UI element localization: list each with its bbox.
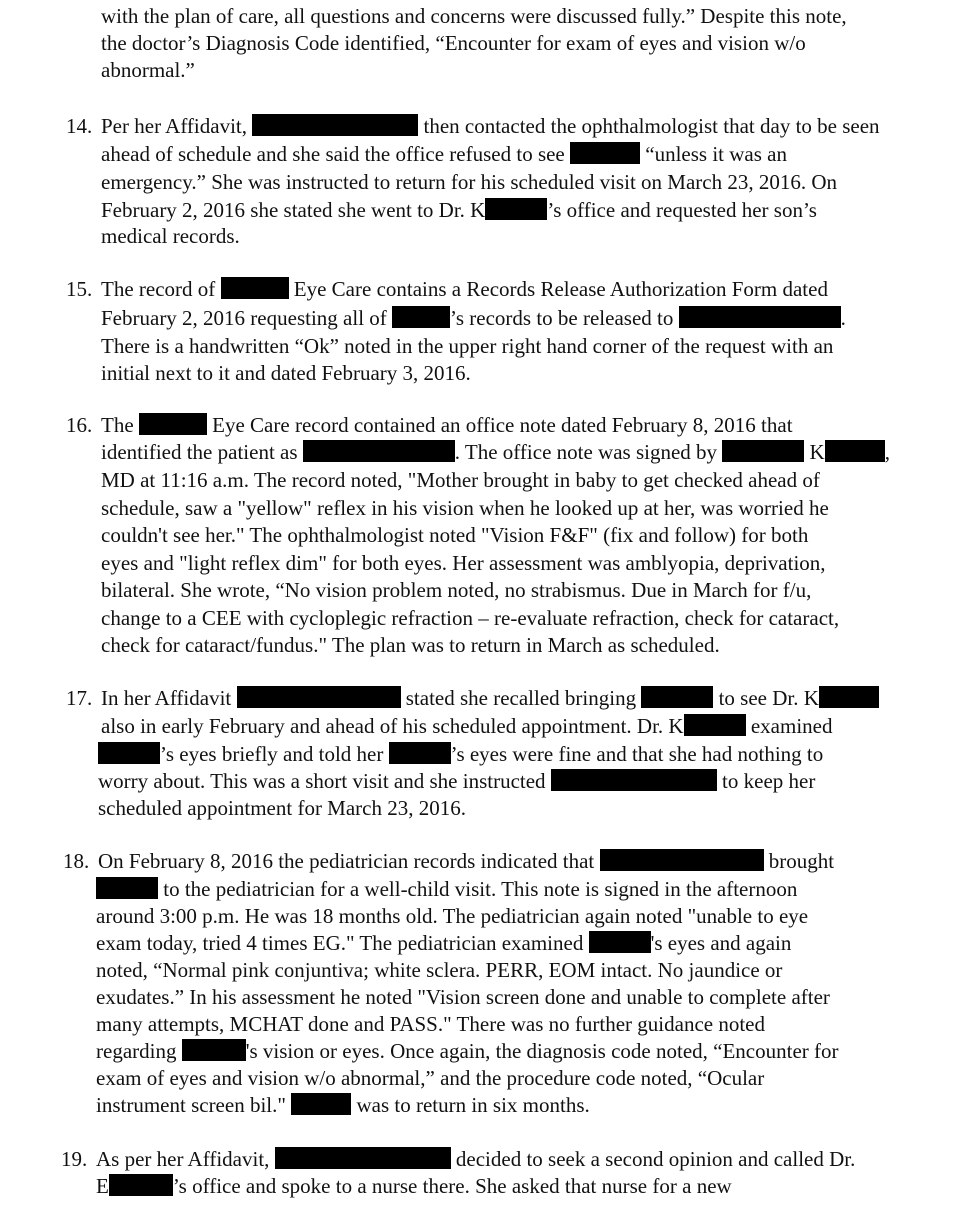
redaction-bar — [221, 277, 289, 299]
redaction-bar — [392, 306, 450, 328]
redaction-bar — [275, 1147, 451, 1169]
redaction-bar — [139, 413, 207, 435]
paragraph-line: also in early February and ahead of his scheduled appointment. Dr. K examined — [101, 714, 833, 738]
paragraph-line: MD at 11:16 a.m. The record noted, "Mother brought in baby to get checked ahead of — [101, 468, 820, 492]
paragraph-line: February 2, 2016 she stated she went to Dr. K ’s office and requested her son’s — [101, 198, 817, 222]
paragraph-line: exudates.” In his assessment he noted "Vision screen done and unable to complete after — [96, 985, 830, 1009]
paragraph-line: The Eye Care record contained an office note dated February 8, 2016 that — [101, 413, 793, 437]
redaction-bar — [98, 742, 160, 764]
redaction-bar — [570, 142, 640, 164]
redaction-bar — [237, 686, 401, 708]
redaction-bar — [679, 306, 841, 328]
paragraph-line: to the pediatrician for a well-child visit. This note is signed in the afternoon — [96, 876, 797, 902]
paragraph-line: check for cataract/fundus." The plan was to return in March as scheduled. — [101, 633, 720, 657]
paragraph-line: schedule, saw a "yellow" reflex in his vision when he looked up at her, was worried he — [101, 496, 829, 520]
paragraph-line: couldn't see her." The ophthalmologist noted "Vision F&F" (fix and follow) for both — [101, 523, 809, 547]
paragraph-line: exam today, tried 4 times EG." The pediatrician examined 's eyes and again — [96, 931, 792, 955]
paragraph-line: Per her Affidavit, then contacted the ophthalmologist that day to be seen — [101, 114, 880, 138]
paragraph-number: 15. — [66, 277, 93, 301]
paragraph-line: exam of eyes and vision w/o abnormal,” and the procedure code noted, “Ocular — [96, 1066, 765, 1090]
paragraph-number: 14. — [66, 114, 93, 138]
redaction-bar — [485, 198, 547, 220]
paragraph-line: around 3:00 p.m. He was 18 months old. The pediatrician again noted "unable to eye — [96, 904, 809, 928]
paragraph-line: change to a CEE with cycloplegic refraction – re-evaluate refraction, check for cataract, — [101, 606, 840, 630]
paragraph-line: emergency.” She was instructed to return for his scheduled visit on March 23, 2016. On — [101, 170, 837, 194]
redaction-bar — [722, 440, 804, 462]
paragraph-line: As per her Affidavit, decided to seek a second opinion and called Dr. — [96, 1147, 856, 1171]
paragraph-line: noted, “Normal pink conjuntiva; white sclera. PERR, EOM intact. No jaundice or — [96, 958, 783, 982]
redaction-bar — [389, 742, 451, 764]
redaction-bar — [589, 931, 651, 953]
redaction-bar — [252, 114, 418, 136]
paragraph-line: ahead of schedule and she said the office refused to see “unless it was an — [101, 142, 787, 166]
paragraph-line: ’s eyes briefly and told her ’s eyes were fine and that she had nothing to — [98, 741, 823, 767]
redaction-bar — [303, 440, 455, 462]
intro-line: abnormal.” — [101, 58, 195, 82]
paragraph-line: There is a handwritten “Ok” noted in the upper right hand corner of the request with an — [101, 334, 834, 358]
paragraph-line: scheduled appointment for March 23, 2016. — [98, 796, 466, 820]
redaction-bar — [825, 440, 885, 462]
paragraph-number: 19. — [61, 1147, 88, 1171]
redaction-bar — [96, 877, 158, 899]
redaction-bar — [819, 686, 879, 708]
paragraph-line: identified the patient as . The office note was signed by K , — [101, 440, 890, 464]
paragraph-line: many attempts, MCHAT done and PASS." There was no further guidance noted — [96, 1012, 766, 1036]
redaction-bar — [109, 1174, 173, 1196]
paragraph-line: medical records. — [101, 224, 240, 248]
paragraph-line: In her Affidavit stated she recalled bringing to see Dr. K — [101, 685, 879, 711]
paragraph-line: bilateral. She wrote, “No vision problem noted, no strabismus. Due in March for f/u, — [101, 578, 812, 602]
paragraph-line: instrument screen bil." was to return in six months. — [96, 1093, 590, 1117]
redaction-bar — [684, 714, 746, 736]
paragraph-line: regarding 's vision or eyes. Once again, the diagnosis code noted, “Encounter for — [96, 1039, 839, 1063]
redaction-bar — [182, 1039, 246, 1061]
paragraph-line: The record of Eye Care contains a Records Release Authorization Form dated — [101, 277, 828, 301]
paragraph-line: E ’s office and spoke to a nurse there. She asked that nurse for a new — [96, 1174, 732, 1198]
paragraph-line: worry about. This was a short visit and she instructed to keep her — [98, 769, 816, 793]
redaction-bar — [600, 849, 764, 871]
paragraph-line: February 2, 2016 requesting all of ’s records to be released to . — [101, 306, 846, 330]
paragraph-line: initial next to it and dated February 3, 2016. — [101, 361, 471, 385]
paragraph-number: 18. — [63, 849, 90, 873]
paragraph-number: 16. — [66, 413, 93, 437]
intro-line: with the plan of care, all questions and concerns were discussed fully.” Despite this note, — [101, 4, 847, 28]
paragraph-line: eyes and "light reflex dim" for both eyes. Her assessment was amblyopia, deprivation, — [101, 551, 826, 575]
redaction-bar — [291, 1093, 351, 1115]
redaction-bar — [551, 769, 717, 791]
redaction-bar — [641, 686, 713, 708]
intro-line: the doctor’s Diagnosis Code identified, “Encounter for exam of eyes and vision w/o — [101, 31, 806, 55]
paragraph-number: 17. — [66, 686, 93, 710]
paragraph-line: On February 8, 2016 the pediatrician records indicated that brought — [98, 849, 835, 873]
